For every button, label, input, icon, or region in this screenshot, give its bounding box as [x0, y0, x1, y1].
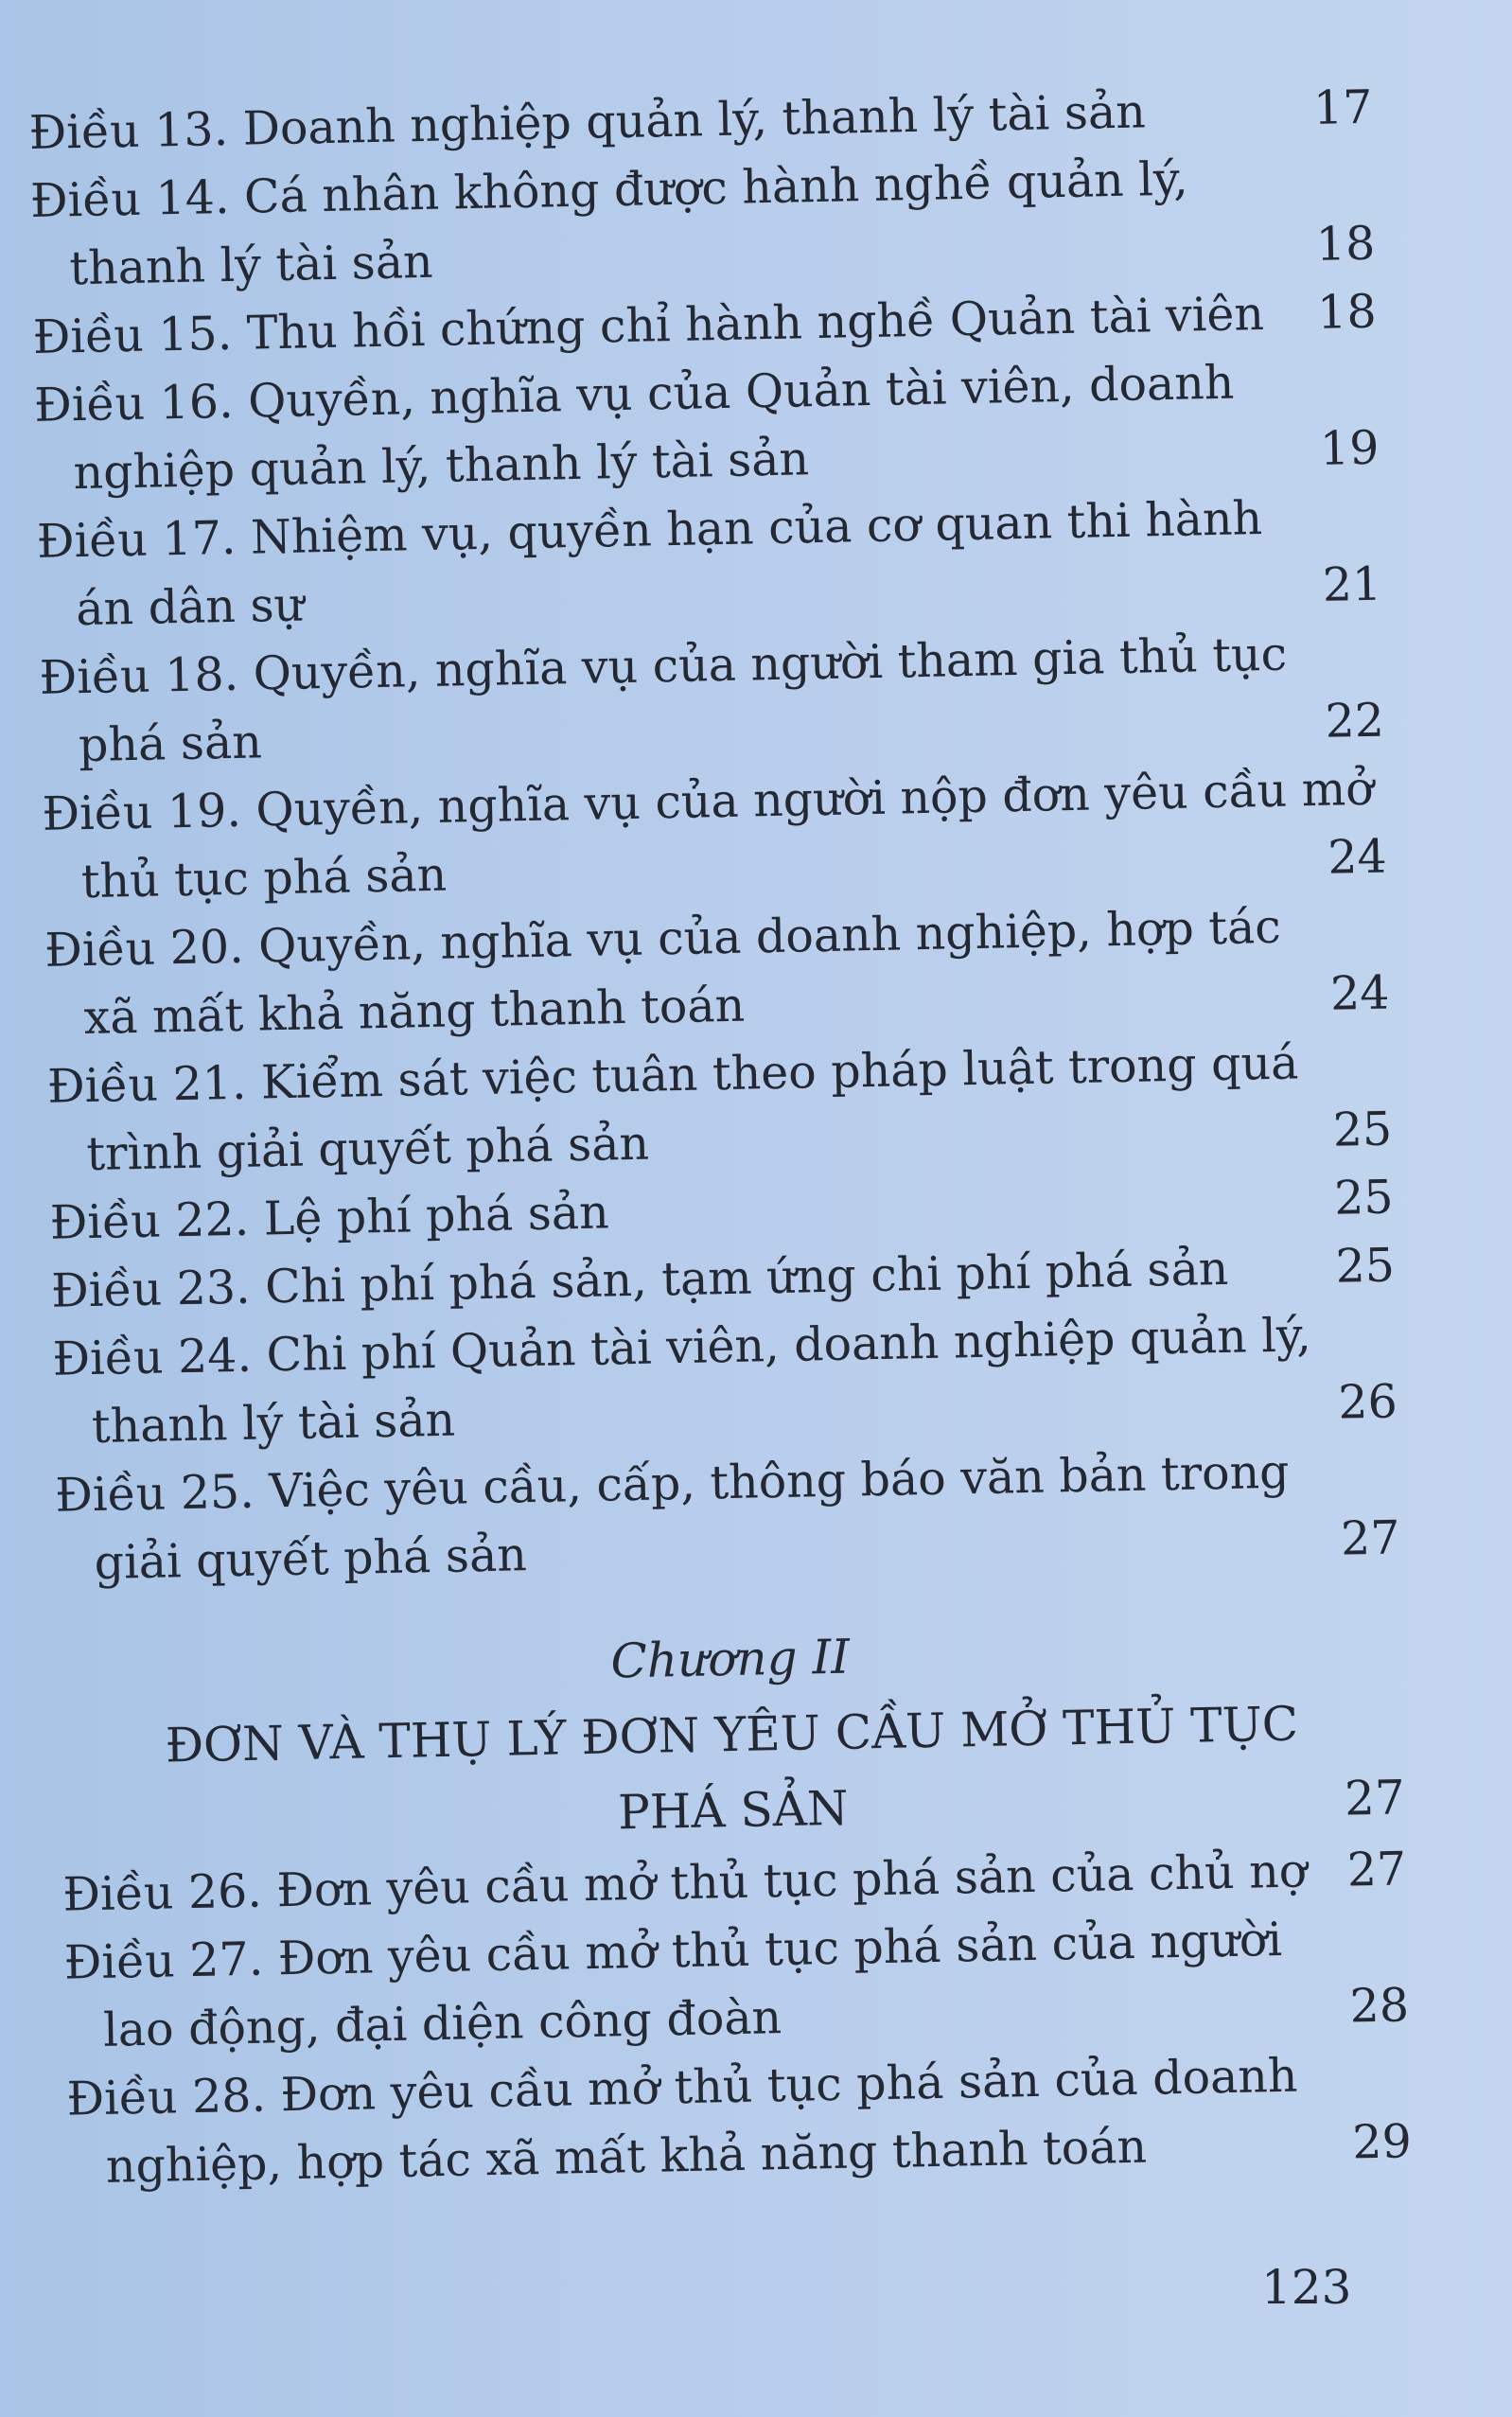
chapter-title-line-2: PHÁ SẢN — [617, 1780, 850, 1841]
toc-entry-text: nghiệp quản lý, thanh lý tài sản — [73, 432, 810, 501]
toc-list-chapter-2 — [62, 1835, 1413, 2201]
toc-page-number: 17 — [1312, 79, 1373, 135]
toc-entry-text: Điều 15. Thu hồi chứng chỉ hành nghề Quản tài viên — [32, 286, 1265, 364]
toc-entry-text: Điều 18. Quyền, nghĩa vụ của người tham gia thủ tục — [39, 626, 1288, 705]
toc-page-number: 27 — [1346, 1842, 1407, 1897]
toc-list-chapter-1 — [28, 74, 1400, 1598]
toc-entry-text: Điều 16. Quyền, nghĩa vụ của Quản tài viên, doanh — [33, 355, 1235, 432]
toc-page-number: 25 — [1332, 1102, 1393, 1157]
toc-entry-text: Điều 20. Quyền, nghĩa vụ của doanh nghiệp, hợp tác — [44, 899, 1282, 978]
toc-entry-text: Điều 14. Cá nhân không được hành nghề quản lý, — [29, 151, 1189, 228]
toc-entry — [29, 142, 1376, 304]
toc-page-number: 25 — [1335, 1238, 1396, 1294]
toc-page-number: 22 — [1324, 693, 1385, 749]
toc-page-number: 25 — [1333, 1170, 1395, 1226]
chapter-page-number: 27 — [1344, 1770, 1406, 1826]
toc-entry-text: Điều 24. Chi phí Quản tài viên, doanh nghiệp quản lý, — [52, 1308, 1312, 1386]
toc-entry — [36, 483, 1382, 644]
toc-entry — [42, 755, 1388, 917]
chapter-heading — [58, 1608, 1405, 1861]
toc-entry-text: Điều 23. Chi phí phá sản, tạm ứng chi phí phá sản — [50, 1241, 1229, 1318]
toc-page-number: 29 — [1351, 2114, 1413, 2170]
toc-entry-text: Điều 22. Lệ phí phá sản — [49, 1185, 610, 1250]
toc-entry-text: nghiệp, hợp tác xã mất khả năng thanh toán — [105, 2119, 1148, 2194]
toc-entry-text: lao động, đại diện công đoàn — [102, 1990, 782, 2057]
toc-entry — [44, 891, 1391, 1053]
toc-entry-text: Điều 28. Đơn yêu cầu mở thủ tục phá sản của doanh — [66, 2048, 1298, 2126]
toc-entry — [66, 2039, 1413, 2201]
toc-page-number: 18 — [1315, 216, 1376, 272]
toc-entry-text: thủ tục phá sản — [80, 847, 448, 909]
toc-entry-text: thanh lý tài sản — [68, 234, 434, 296]
toc-page-number: 28 — [1349, 1978, 1410, 2034]
page-folio-number: 123 — [1261, 2260, 1352, 2315]
toc-entry-text: Điều 26. Đơn yêu cầu mở thủ tục phá sản của chủ nợ — [62, 1844, 1308, 1922]
toc-page-number: 24 — [1327, 829, 1388, 885]
toc-entry-text: Điều 21. Kiểm sát việc tuân theo pháp luật trong quá — [46, 1035, 1299, 1114]
toc-page-number: 24 — [1329, 965, 1390, 1021]
toc-entry-text: Điều 25. Việc yêu cầu, cấp, thông báo văn bản trong — [54, 1444, 1291, 1523]
toc-entry-text: án dân sự — [75, 577, 305, 637]
toc-entry — [34, 346, 1380, 508]
toc-entry-text: phá sản — [78, 715, 263, 773]
toc-entry — [63, 1903, 1410, 2065]
toc-entry-text: Điều 27. Đơn yêu cầu mở thủ tục phá sản của người — [63, 1912, 1283, 1990]
toc-entry — [46, 1028, 1393, 1190]
chapter-number: Chương II — [610, 1629, 851, 1689]
table-of-contents — [28, 74, 1412, 2202]
toc-entry-text: Điều 13. Doanh nghiệp quản lý, thanh lý tài sản — [28, 84, 1147, 160]
toc-entry-text: xã mất khả năng thanh toán — [83, 978, 746, 1046]
toc-page-number: 27 — [1340, 1510, 1400, 1566]
toc-page-number: 26 — [1337, 1374, 1398, 1430]
toc-entry-text: Điều 19. Quyền, nghĩa vụ của người nộp đơn yêu cầu mở — [41, 761, 1375, 841]
toc-page-number: 18 — [1316, 284, 1378, 340]
toc-entry — [39, 619, 1385, 781]
toc-page-number: 21 — [1322, 556, 1382, 612]
toc-entry — [52, 1300, 1398, 1462]
toc-entry — [55, 1436, 1401, 1597]
toc-entry-text: thanh lý tài sản — [91, 1392, 456, 1454]
toc-entry-text: Điều 17. Nhiệm vụ, quyền hạn của cơ quan thi hành — [36, 491, 1263, 569]
chapter-title-line-1: ĐƠN VÀ THỤ LÝ ĐƠN YÊU CẦU MỞ THỦ TỤC — [165, 1696, 1299, 1773]
toc-page-number: 19 — [1319, 420, 1380, 476]
toc-entry-text: giải quyết phá sản — [94, 1527, 528, 1590]
toc-entry-text: trình giải quyết phá sản — [85, 1116, 650, 1182]
